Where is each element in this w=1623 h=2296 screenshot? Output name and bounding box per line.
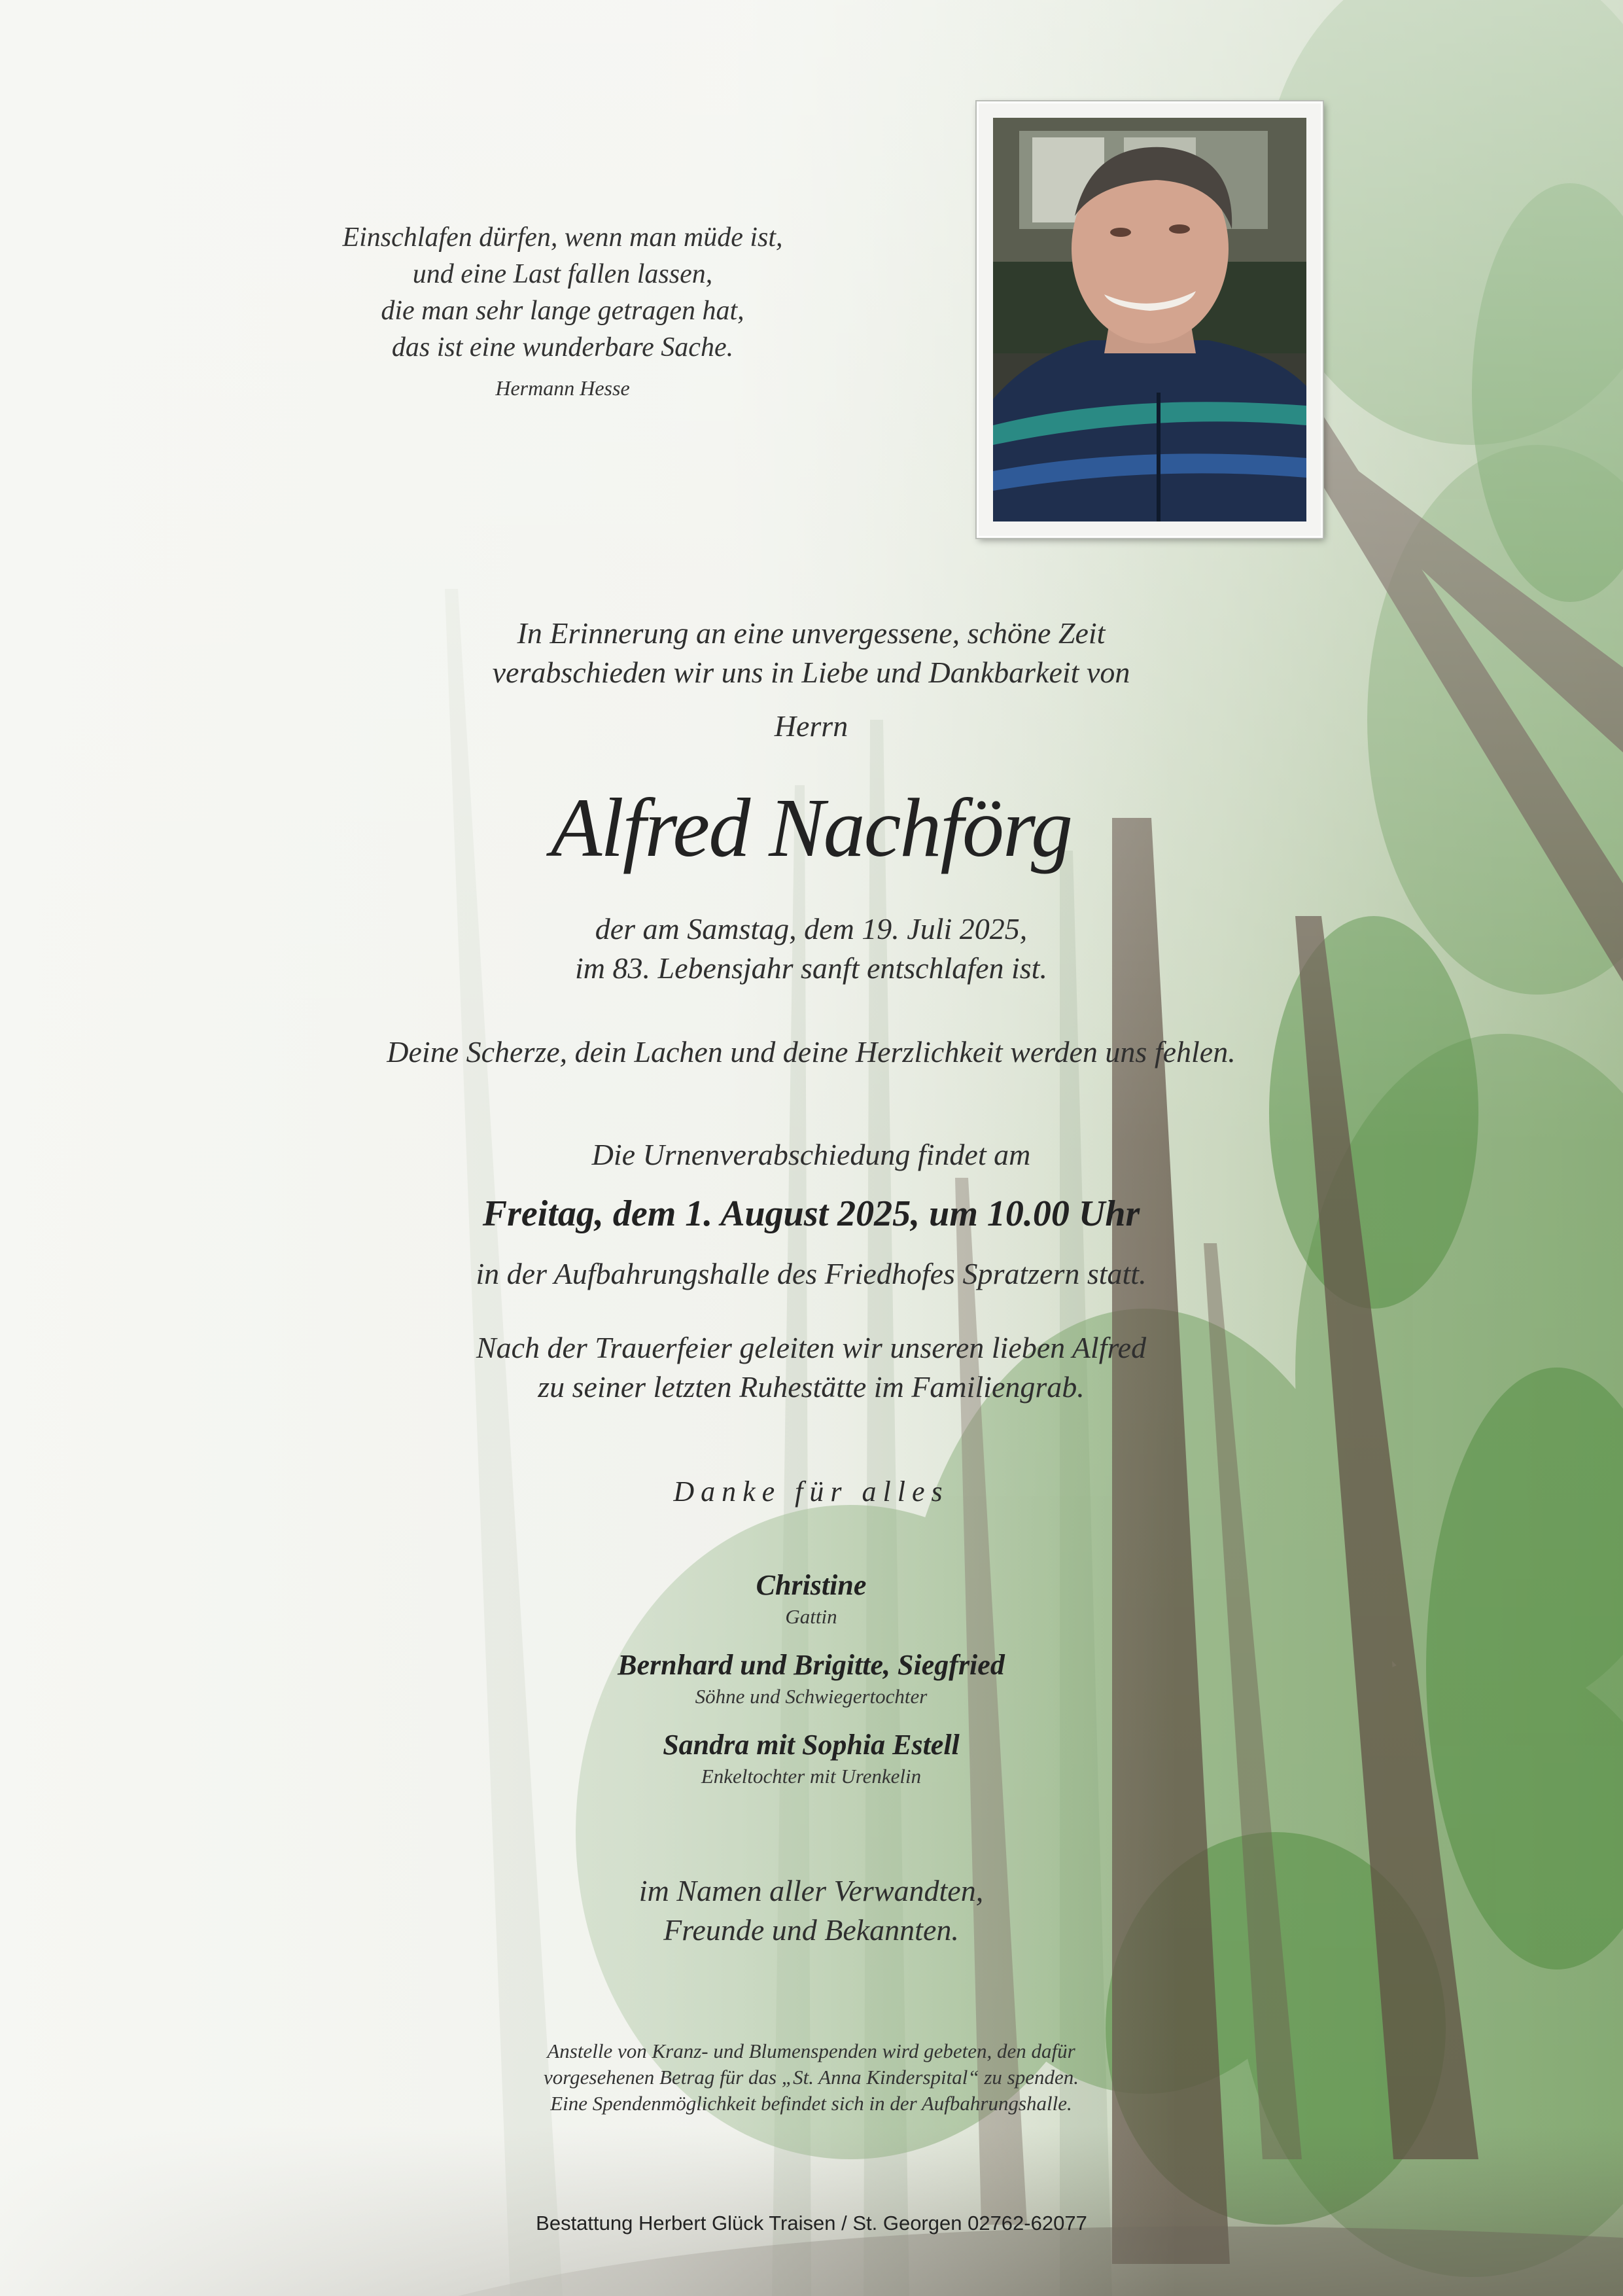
donation-line: Anstelle von Kranz- und Blumenspenden wird gebeten, den dafür	[547, 2040, 1075, 2062]
salutation: Herrn	[774, 709, 848, 743]
tribute-text: Deine Scherze, dein Lachen und deine Herzlichkeit werden uns fehlen.	[387, 1035, 1236, 1069]
ceremony-intro: Die Urnenverabschiedung findet am	[591, 1138, 1031, 1171]
donation-note	[222, 2038, 1400, 2117]
family-member-role: Gattin	[785, 1605, 837, 1628]
donation-line: Eine Spendenmöglichkeit befindet sich in der Aufbahrungshalle.	[550, 2092, 1072, 2115]
family-member-name: Christine	[756, 1569, 867, 1601]
portrait-frame	[977, 101, 1323, 538]
deceased-name: Alfred Nachförg	[551, 781, 1072, 874]
family-member-role: Söhne und Schwiegertochter	[695, 1685, 928, 1708]
intro-line: In Erinnerung an eine unvergessene, schöne Zeit	[517, 616, 1106, 650]
family-member	[222, 1647, 1400, 1710]
death-line: der am Samstag, dem 19. Juli 2025,	[595, 912, 1028, 945]
donation-line: vorgesehenen Betrag für das „St. Anna Kinderspital“ zu spenden.	[543, 2066, 1079, 2089]
quote-line: das ist eine wunderbare Sache.	[391, 332, 734, 362]
burial-line: zu seiner letzten Ruhestätte im Familiengrab.	[538, 1370, 1085, 1404]
intro-line: verabschieden wir uns in Liebe und Dankbarkeit von	[492, 656, 1130, 689]
ceremony-date: Freitag, dem 1. August 2025, um 10.00 Uhr	[482, 1193, 1140, 1234]
family-member-role: Enkeltochter mit Urenkelin	[701, 1765, 922, 1788]
closing-line: Freunde und Bekannten.	[663, 1913, 959, 1947]
closing-text	[222, 1871, 1400, 1950]
undertaker-footer: Bestattung Herbert Glück Traisen / St. Georgen 02762-62077	[536, 2212, 1087, 2234]
quote-line: die man sehr lange getragen hat,	[381, 296, 744, 326]
quote-line: Einschlafen dürfen, wenn man müde ist,	[342, 222, 783, 253]
intro-block	[222, 614, 1400, 746]
quote-line: und eine Last fallen lassen,	[412, 259, 713, 289]
family-list	[222, 1567, 1400, 1790]
family-member	[222, 1567, 1400, 1630]
family-member	[222, 1727, 1400, 1790]
death-notice	[222, 910, 1400, 988]
portrait-photo	[993, 118, 1306, 521]
burial-line: Nach der Trauerfeier geleiten wir unseren lieben Alfred	[476, 1331, 1147, 1364]
thanks-text: Danke für alles	[673, 1475, 949, 1508]
burial-note	[222, 1328, 1400, 1407]
closing-line: im Namen aller Verwandten,	[638, 1874, 984, 1907]
family-member-name: Sandra mit Sophia Estell	[663, 1729, 960, 1761]
death-line: im 83. Lebensjahr sanft entschlafen ist.	[575, 951, 1047, 985]
ceremony-place: in der Aufbahrungshalle des Friedhofes Spratzern statt.	[476, 1257, 1147, 1290]
quote-author: Hermann Hesse	[495, 376, 630, 400]
quote-block	[236, 219, 890, 401]
family-member-name: Bernhard und Brigitte, Siegfried	[618, 1649, 1005, 1681]
